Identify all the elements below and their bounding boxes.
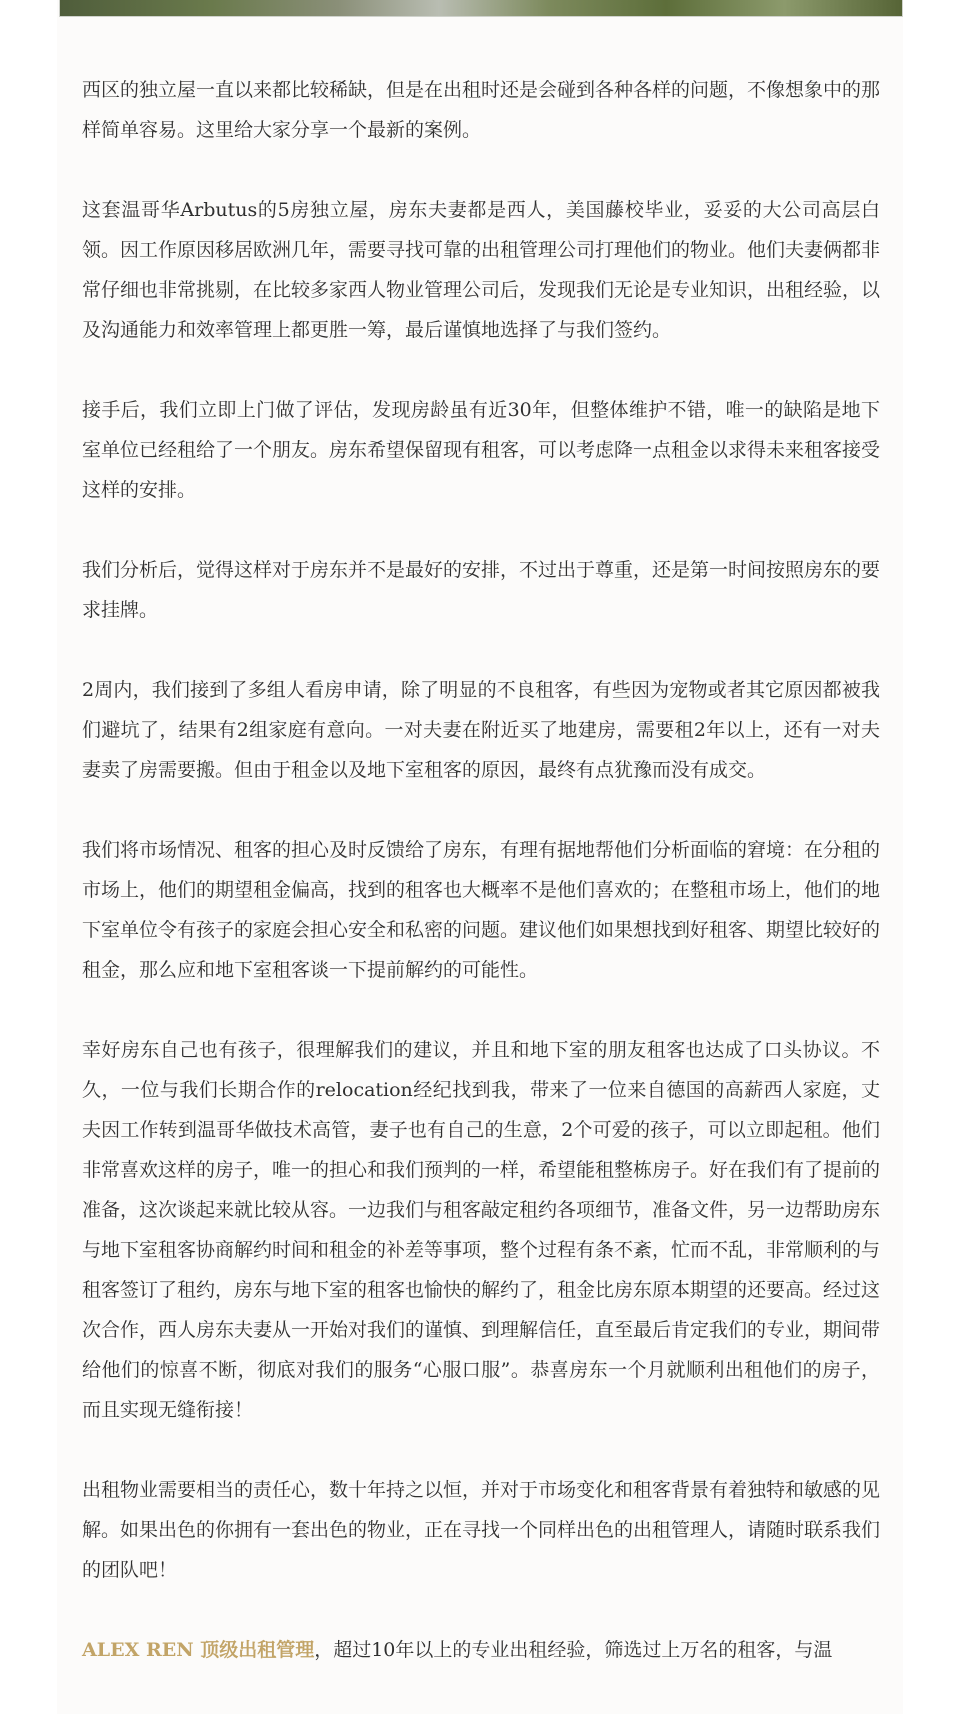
paragraph-applications: 2周内，我们接到了多组人看房申请，除了明显的不良租客，有些因为宠物或者其它原因都被我们避坑了，结果有2组家庭有意向。一对夫妻在附近买了地建房，需要租2年以上，还有一对夫妻卖了房需要搬。但由于租金以及地下室租客的原因，最终有点犹豫而没有成交。 bbox=[82, 679, 880, 781]
hero-image bbox=[59, 0, 903, 17]
closing-text: ，超过10年以上的专业出租经验，筛选过上万名的租客，与温 bbox=[314, 1639, 833, 1661]
paragraph-closing bbox=[82, 1630, 880, 1670]
paragraph-feedback: 我们将市场情况、租客的担心及时反馈给了房东，有理有据地帮他们分析面临的窘境：在分租的市场上，他们的期望租金偏高，找到的租客也大概率不是他们喜欢的；在整租市场上，他们的地下室单位令有孩子的家庭会担心安全和私密的问题。建议他们如果想找到好租客、期望比较好的租金，那么应和地下室租客谈一下提前解约的可能性。 bbox=[82, 839, 881, 981]
paragraph-assessment: 接手后，我们立即上门做了评估，发现房龄虽有近30年，但整体维护不错，唯一的缺陷是地下室单位已经租给了一个朋友。房东希望保留现有租客，可以考虑降一点租金以求得未来租客接受这样的安排。 bbox=[82, 399, 881, 501]
paragraph-call-to-action: 出租物业需要相当的责任心，数十年持之以恒，并对于市场变化和租客背景有着独特和敏感的见解。如果出色的你拥有一套出色的物业，正在寻找一个同样出色的出租管理人，请随时联系我们的团队吧！ bbox=[82, 1479, 881, 1581]
brand-name: ALEX REN 顶级出租管理 bbox=[82, 1639, 315, 1661]
paragraph-landlord: 这套温哥华Arbutus的5房独立屋，房东夫妻都是西人，美国藤校毕业，妥妥的大公司高层白领。因工作原因移居欧洲几年，需要寻找可靠的出租管理公司打理他们的物业。他们夫妻俩都非常仔细也非常挑剔，在比较多家西人物业管理公司后，发现我们无论是专业知识，出租经验，以及沟通能力和效率管理上都更胜一筹，最后谨慎地选择了与我们签约。 bbox=[82, 199, 881, 341]
paragraph-analysis: 我们分析后，觉得这样对于房东并不是最好的安排，不过出于尊重，还是第一时间按照房东的要求挂牌。 bbox=[82, 559, 881, 621]
article-card bbox=[57, 0, 903, 1714]
article-body bbox=[82, 70, 880, 1710]
paragraph-intro: 西区的独立屋一直以来都比较稀缺，但是在出租时还是会碰到各种各样的问题，不像想象中的那样简单容易。这里给大家分享一个最新的案例。 bbox=[82, 79, 881, 141]
paragraph-outcome: 幸好房东自己也有孩子，很理解我们的建议，并且和地下室的朋友租客也达成了口头协议。不久，一位与我们长期合作的relocation经纪找到我，带来了一位来自德国的高薪西人家庭，丈夫因工作转到温哥华做技术高管，妻子也有自己的生意，2个可爱的孩子，可以立即起租。他们非常喜欢这样的房子，唯一的担心和我们预判的一样，希望能租整栋房子。好在我们有了提前的准备，这次谈起来就比较从容。一边我们与租客敲定租约各项细节，准备文件，另一边帮助房东与地下室租客协商解约时间和租金的补差等事项，整个过程有条不紊，忙而不乱，非常顺利的与租客签订了租约，房东与地下室的租客也愉快的解约了，租金比房东原本期望的还要高。经过这次合作，西人房东夫妻从一开始对我们的谨慎、到理解信任，直至最后肯定我们的专业，期间带给他们的惊喜不断，彻底对我们的服务“心服口服”。恭喜房东一个月就顺利出租他们的房子，而且实现无缝衔接！ bbox=[82, 1039, 881, 1421]
